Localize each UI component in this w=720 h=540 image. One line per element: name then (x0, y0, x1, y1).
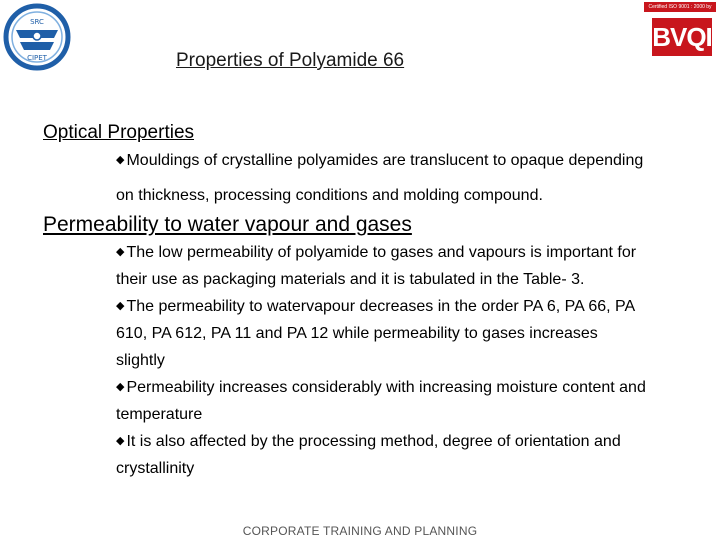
diamond-bullet-icon: ◆ (116, 154, 125, 166)
continuation-text: slightly (116, 352, 165, 369)
cipet-logo (2, 2, 72, 72)
bullet-text: The permeability to watervapour decreases in the order PA 6, PA 66, PA (126, 298, 636, 315)
continuation-text: crystallinity (116, 460, 195, 477)
diamond-bullet-icon: ◆ (116, 300, 125, 312)
bullet-item (116, 379, 646, 397)
bvqi-logo-text: BVQI (652, 22, 712, 52)
bvqi-mark (652, 18, 712, 56)
diamond-bullet-icon: ◆ (116, 246, 125, 258)
continuation-text: on thickness, processing conditions and molding compound. (116, 187, 543, 204)
diamond-bullet-icon: ◆ (116, 435, 125, 447)
continuation-text: 610, PA 612, PA 11 and PA 12 while permeability to gases increases (116, 325, 598, 342)
logo-text-top: SRC (30, 18, 44, 26)
continuation-text: temperature (116, 406, 203, 423)
diamond-bullet-icon: ◆ (116, 381, 125, 393)
bvqi-logo (644, 2, 716, 58)
bullet-text: It is also affected by the processing method, degree of orientation and (126, 433, 621, 450)
bullet-item (116, 152, 643, 170)
bullet-item (116, 298, 635, 316)
footer-text: CORPORATE TRAINING AND PLANNING (242, 524, 478, 538)
certification-text: Certified ISO 9001 : 2000 by (644, 2, 716, 12)
continuation-text: their use as packaging materials and it is tabulated in the Table- 3. (116, 271, 585, 288)
bullet-item (116, 244, 636, 262)
logo-text-bottom: CIPET (27, 54, 47, 62)
bullet-text: Mouldings of crystalline polyamides are translucent to opaque depending (126, 152, 644, 169)
section-heading-permeability: Permeability to water vapour and gases (43, 213, 412, 236)
slide-title: Properties of Polyamide 66 (176, 50, 405, 71)
bullet-item (116, 433, 621, 451)
bullet-text: Permeability increases considerably with increasing moisture content and (126, 379, 646, 396)
section-heading-optical: Optical Properties (43, 122, 195, 143)
bullet-text: The low permeability of polyamide to gases and vapours is important for (126, 244, 637, 261)
